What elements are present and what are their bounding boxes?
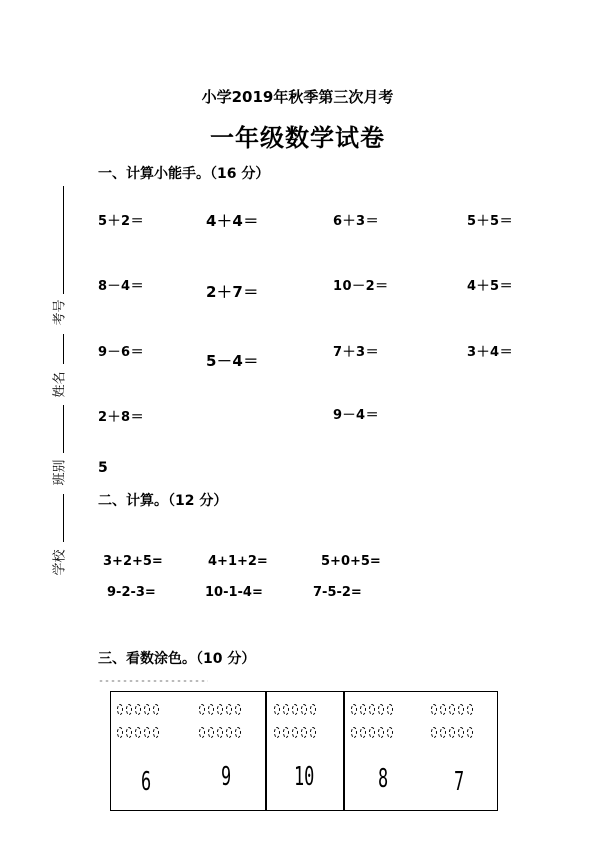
problem: 10－2＝ (333, 279, 389, 294)
problem: 5＋2＝ (98, 214, 145, 229)
section1-heading: 一、计算小能手。（16 分） (98, 166, 270, 182)
oval-shape[interactable] (351, 727, 357, 738)
oval-shape[interactable] (440, 704, 446, 715)
oval-shape[interactable] (431, 727, 437, 738)
calc-problem: 10-1-4= (205, 585, 263, 600)
oval-shape[interactable] (369, 704, 375, 715)
side-line (63, 494, 64, 542)
oval-shape[interactable] (283, 727, 289, 738)
color-count-number: 9 (221, 762, 232, 792)
color-count-number: 7 (454, 767, 465, 797)
oval-shape[interactable] (360, 704, 366, 715)
oval-row[interactable] (274, 727, 316, 738)
oval-shape[interactable] (310, 704, 316, 715)
oval-shape[interactable] (292, 727, 298, 738)
oval-shape[interactable] (387, 704, 393, 715)
oval-shape[interactable] (292, 704, 298, 715)
oval-shape[interactable] (369, 727, 375, 738)
oval-row[interactable] (117, 727, 159, 738)
problem-cropped: 9－4＝ (333, 408, 380, 423)
oval-shape[interactable] (351, 704, 357, 715)
oval-shape[interactable] (126, 727, 132, 738)
oval-shape[interactable] (440, 727, 446, 738)
color-count-number: 6 (141, 767, 152, 797)
oval-row[interactable] (351, 727, 393, 738)
problem: 4＋5＝ (467, 279, 514, 294)
oval-shape[interactable] (467, 704, 473, 715)
problem: 2＋7＝ (206, 283, 259, 301)
problem: 6＋3＝ (333, 214, 380, 229)
oval-shape[interactable] (301, 727, 307, 738)
table-divider (265, 692, 267, 810)
oval-row[interactable] (431, 727, 473, 738)
oval-shape[interactable] (274, 704, 280, 715)
oval-shape[interactable] (153, 704, 159, 715)
problem: 5－4＝ (206, 352, 259, 370)
oval-shape[interactable] (226, 704, 232, 715)
oval-shape[interactable] (208, 727, 214, 738)
oval-shape[interactable] (208, 704, 214, 715)
oval-row[interactable] (117, 704, 159, 715)
problem: 2＋8＝ (98, 410, 145, 425)
oval-shape[interactable] (283, 704, 289, 715)
calc-problem: 5+0+5= (321, 554, 381, 569)
oval-shape[interactable] (301, 704, 307, 715)
oval-row[interactable] (351, 704, 393, 715)
oval-shape[interactable] (135, 704, 141, 715)
oval-shape[interactable] (274, 727, 280, 738)
problem: 7＋3＝ (333, 345, 380, 360)
problem: 5＋5＝ (467, 214, 514, 229)
oval-shape[interactable] (117, 704, 123, 715)
problem: 4＋4＝ (206, 212, 259, 230)
oval-shape[interactable] (199, 727, 205, 738)
oval-shape[interactable] (199, 704, 205, 715)
section3-heading: 三、看数涂色。（10 分） (98, 651, 256, 667)
oval-shape[interactable] (458, 727, 464, 738)
oval-shape[interactable] (217, 704, 223, 715)
oval-row[interactable] (274, 704, 316, 715)
side-line-top (63, 186, 64, 294)
oval-shape[interactable] (153, 727, 159, 738)
exam-title: 一年级数学试卷 (210, 124, 385, 152)
oval-row[interactable] (431, 704, 473, 715)
side-label-school: 学校 (52, 549, 68, 576)
color-count-number: 8 (378, 764, 389, 794)
oval-shape[interactable] (431, 704, 437, 715)
oval-shape[interactable] (467, 727, 473, 738)
problem: 3＋4＝ (467, 345, 514, 360)
problem: 8－4＝ (98, 279, 145, 294)
oval-shape[interactable] (387, 727, 393, 738)
faint-dotted-mark (98, 680, 208, 682)
calc-problem: 3+2+5= (103, 554, 163, 569)
oval-shape[interactable] (217, 727, 223, 738)
table-divider (343, 692, 345, 810)
color-count-number: 10 (294, 762, 315, 792)
side-label-class: 班别 (52, 459, 68, 486)
calc-problem: 9-2-3= (107, 585, 156, 600)
oval-shape[interactable] (449, 727, 455, 738)
oval-shape[interactable] (449, 704, 455, 715)
oval-shape[interactable] (458, 704, 464, 715)
oval-shape[interactable] (378, 704, 384, 715)
side-line (63, 334, 64, 364)
section2-heading: 二、计算。（12 分） (98, 493, 228, 509)
problem: 9－6＝ (98, 345, 145, 360)
oval-shape[interactable] (126, 704, 132, 715)
side-label-name: 姓名 (52, 371, 68, 398)
exam-subtitle: 小学2019年秋季第三次月考 (201, 88, 394, 106)
oval-shape[interactable] (310, 727, 316, 738)
oval-row[interactable] (199, 704, 241, 715)
stray-number: 5 (98, 460, 108, 476)
oval-row[interactable] (199, 727, 241, 738)
oval-shape[interactable] (117, 727, 123, 738)
oval-shape[interactable] (226, 727, 232, 738)
calc-problem: 7-5-2= (313, 585, 362, 600)
calc-problem: 4+1+2= (208, 554, 268, 569)
side-line (63, 405, 64, 453)
oval-shape[interactable] (360, 727, 366, 738)
oval-shape[interactable] (144, 704, 150, 715)
oval-shape[interactable] (235, 727, 241, 738)
oval-shape[interactable] (135, 727, 141, 738)
oval-shape[interactable] (144, 727, 150, 738)
oval-shape[interactable] (378, 727, 384, 738)
oval-shape[interactable] (235, 704, 241, 715)
side-label-exam-number: 考号 (52, 299, 68, 326)
coloring-table (110, 691, 498, 811)
